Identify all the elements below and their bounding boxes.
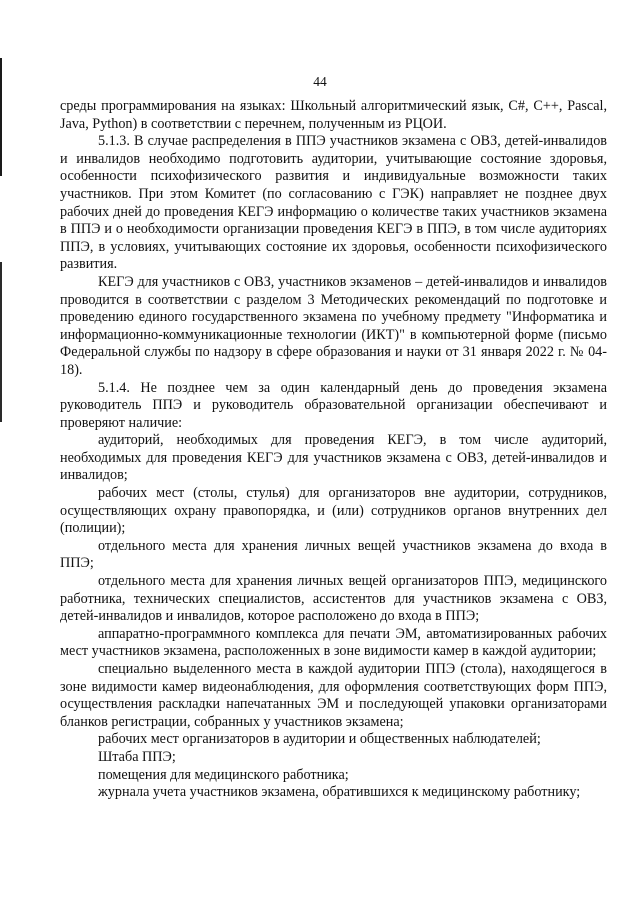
paragraph: 5.1.4. Не позднее чем за один календарный день до проведения экзамена руководитель ППЭ и руководитель образовательной организации обеспечивают и проверяют наличие: [60,379,607,431]
list-item: специально выделенного места в каждой аудитории ППЭ (стола), находящегося в зоне видимости камер видеонаблюдения, для оформления соответствующих форм ППЭ, осуществления раскладки напечатанных ЭМ и последующей упаковки организаторами бланков регистрации, собранных у участников экзамена; [60,661,607,730]
list-item: рабочих мест организаторов в аудитории и общественных наблюдателей; [98,731,541,748]
page-number: 44 [313,74,327,89]
list-item: аудиторий, необходимых для проведения КЕГЭ, в том числе аудиторий, необходимых для проведения КЕГЭ для участников экзамена с ОВЗ, детей-инвалидов и инвалидов; [60,432,607,484]
list-item: аппаратно-программного комплекса для печати ЭМ, автоматизированных рабочих мест участников экзамена, расположенных в зоне видимости камер в каждой аудитории; [60,625,607,660]
scan-edge-mark [0,262,2,422]
paragraph: среды программирования на языках: Школьный алгоритмический язык, C#, C++, Pascal, Java, Python) в соответствии с перечнем, полученным из РЦОИ. [60,98,607,132]
list-item: Штаба ППЭ; [98,748,176,765]
paragraph: 5.1.3. В случае распределения в ППЭ участников экзамена с ОВЗ, детей-инвалидов и инвалидов необходимо подготовить аудитории, учитывающие состояние здоровья, особенности психофизического развития и индивидуальные возможности таких участников. При этом Комитет (по согласованию с ГЭК) направляет не позднее двух рабочих дней до проведения КЕГЭ информацию о количестве таких участников экзамена в ППЭ и о необходимости организации проведения КЕГЭ в ППЭ, в том числе аудиториях ППЭ, в условиях, учитывающих состояние их здоровья, особенности психофизического развития. [60,133,607,273]
document-body [60,98,607,802]
list-item: помещения для медицинского работника; [98,766,349,783]
paragraph: КЕГЭ для участников с ОВЗ, участников экзаменов – детей-инвалидов и инвалидов проводится в соответствии с разделом 3 Методических рекомендаций по подготовке и проведению единого государственного экзамена по учебному предмету "Информатика и информационно-коммуникационные технологии (ИКТ)" в компьютерной форме (письмо Федеральной службы по надзору в сфере образования и науки от 31 января 2022 г. № 04-18). [60,273,607,378]
list-item: отдельного места для хранения личных вещей организаторов ППЭ, медицинского работника, технических специалистов, ассистентов для участников экзамена с ОВЗ, детей-инвалидов и инвалидов, которое расположено до входа в ППЭ; [60,573,607,625]
list-item: рабочих мест (столы, стулья) для организаторов вне аудитории, сотрудников, осуществляющих охрану правопорядка, и (или) сотрудников органов внутренних дел (полиции); [60,485,607,537]
list-item: отдельного места для хранения личных вещей участников экзамена до входа в ППЭ; [60,537,607,572]
list-item: журнала учета участников экзамена, обратившихся к медицинскому работнику; [98,784,581,801]
